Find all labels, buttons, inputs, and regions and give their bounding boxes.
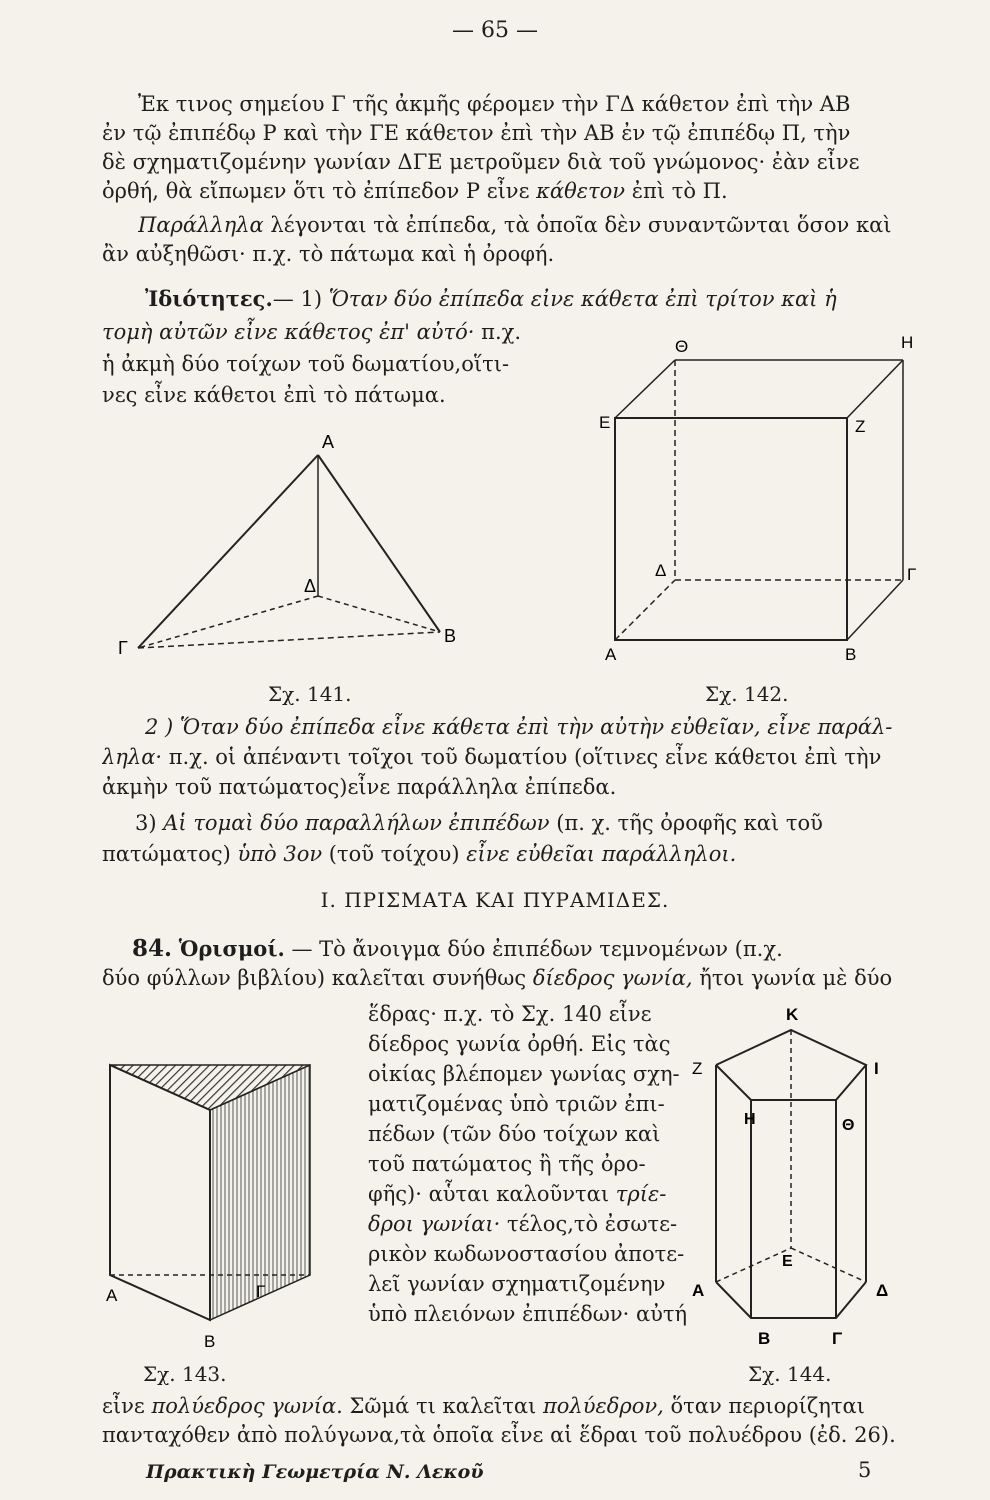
caption-fig-142: Σχ. 142.	[705, 682, 789, 706]
fig143-label-b: Β	[204, 1332, 216, 1351]
footer-title: Πρακτικὴ Γεωμετρία Ν. Λεκοῦ	[146, 1461, 484, 1483]
fig144-label-th: Θ	[842, 1117, 855, 1134]
fig144-label-z: Ζ	[692, 1059, 703, 1078]
fig141-label-b: Β	[444, 626, 457, 646]
text-line: οἰκίας βλέπομεν γωνίας σχη-	[368, 1062, 680, 1086]
properties-heading: Ἰδιότητες.	[145, 286, 273, 311]
text-line: δὲ σχηματιζομένην γωνίαν ΔΓΕ μετροῦμεν διὰ τοῦ γνώμονος· ἐὰν εἶνε	[102, 150, 860, 174]
text-line: δύο φύλλων βιβλίου) καλεῖται συνήθως δίεδρος γωνία, ἤτοι γωνία μὲ δύο	[102, 966, 893, 990]
text-line: τοῦ πατώματος ἢ τῆς ὀρο-	[368, 1152, 646, 1176]
fig142-label-d: Δ	[655, 561, 667, 580]
fig142-label-b: Β	[845, 645, 857, 664]
text-line: ἕδρας· π.χ. τὸ Σχ. 140 εἶνε	[368, 1002, 652, 1026]
fig142-label-g: Γ	[907, 565, 917, 584]
text-line: ἂν αὐξηθῶσι· π.χ. τὸ πάτωμα καὶ ἡ ὀροφή.	[102, 242, 555, 266]
definitions-heading: Ὁρισμοί.	[178, 936, 285, 961]
fig144-label-a: Α	[692, 1281, 705, 1300]
definitions-line: 84. Ὁρισμοί. — Τὸ ἄνοιγμα δύο ἐπιπέδων τεμνομένων (π.χ.	[132, 935, 783, 962]
caption-fig-144: Σχ. 144.	[748, 1362, 832, 1386]
fig144-label-k: Κ	[786, 1005, 799, 1024]
fig144-label-e: Ε	[782, 1253, 793, 1270]
fig142-label-h: Η	[901, 333, 914, 352]
text-line: νες εἶνε κάθετοι ἐπὶ τὸ πάτωμα.	[102, 383, 446, 407]
text-line: εἶνε πολύεδρος γωνία. Σῶμά τι καλεῖται πολύεδρον, ὅταν περιορίζηται	[102, 1394, 865, 1418]
text-line: 2 ) Ὅταν δύο ἐπίπεδα εἶνε κάθετα ἐπὶ τὴν αὐτὴν εὐθεῖαν, εἶνε παράλ-	[145, 715, 893, 739]
fig143-label-a: Α	[106, 1286, 118, 1305]
fig144-label-i: Ι	[874, 1059, 879, 1078]
text-line: ρικὸν κωδωνοστασίου ἀποτε-	[368, 1242, 685, 1266]
fig141-label-g: Γ	[118, 638, 128, 658]
fig142-label-z: Ζ	[855, 417, 866, 436]
text-line: πέδων (τῶν δύο τοίχων καὶ	[368, 1122, 661, 1146]
section-number: 84.	[132, 935, 173, 962]
figure-143	[100, 1055, 340, 1365]
text-line: ληλα· π.χ. οἱ ἀπέναντι τοῖχοι τοῦ δωματίου (οἵτινες εἶνε κάθετοι ἐπὶ τὴν	[102, 745, 882, 769]
fig142-label-th: Θ	[675, 337, 689, 356]
fig141-label-a: Α	[322, 432, 335, 452]
figure-142	[595, 330, 925, 670]
figure-141	[118, 430, 478, 660]
text-line: Ἐκ τινος σημείου Γ τῆς ἀκμῆς φέρομεν τὴν ΓΔ κάθετον ἐπὶ τὴν ΑΒ	[138, 92, 851, 116]
text-line: πατώματος) ὑπὸ 3ον (τοῦ τοίχου) εἶνε εὐθεῖαι παράλληλοι.	[102, 842, 737, 866]
fig143-label-g: Γ	[256, 1282, 266, 1301]
fig142-label-a: Α	[605, 645, 617, 664]
text-line: ἡ ἀκμὴ δύο τοίχων τοῦ δωματίου,οἵτι-	[102, 352, 510, 376]
fig141-label-d: Δ	[304, 576, 317, 596]
text-line: ματιζομένας ὑπὸ τριῶν ἐπι-	[368, 1092, 665, 1116]
figure-144	[676, 1000, 946, 1365]
fig144-label-d: Δ	[876, 1281, 889, 1300]
text-line: 3) Αἱ τομαὶ δύο παραλλήλων ἐπιπέδων (π. χ. τῆς ὀροφῆς καὶ τοῦ	[135, 811, 823, 835]
text-line: ἐν τῷ ἐπιπέδῳ Ρ καὶ τὴν ΓΕ κάθετον ἐπὶ τὴν ΑΒ ἐν τῷ ἐπιπέδῳ Π, τὴν	[102, 121, 851, 145]
text-line: τομὴ αὐτῶν εἶνε κάθετος ἐπ' αὐτό· π.χ.	[102, 320, 522, 344]
fig144-label-b: Β	[758, 1329, 771, 1348]
page-number: — 65 —	[452, 18, 538, 43]
caption-fig-141: Σχ. 141.	[268, 682, 352, 706]
text-line: πανταχόθεν ἀπὸ πολύγωνα,τὰ ὁποῖα εἶνε αἱ ἕδραι τοῦ πολυέδρου (ἐδ. 26).	[102, 1423, 896, 1447]
fig144-label-h: Η	[744, 1111, 756, 1128]
text-line: λεῖ γωνίαν σχηματιζομένην	[368, 1272, 666, 1296]
fig144-label-g: Γ	[832, 1329, 843, 1348]
properties-heading-line: Ἰδιότητες.— 1) Ὅταν δύο ἐπίπεδα εἰνε κάθετα ἐπὶ τρίτον καὶ ἡ	[145, 286, 837, 311]
text-line: φῆς)· αὗται καλοῦνται τρίε-	[368, 1182, 667, 1206]
text-line: ὀρθή, θὰ εἴπωμεν ὅτι τὸ ἐπίπεδον Ρ εἶνε κάθετον ἐπὶ τὸ Π.	[102, 179, 728, 203]
caption-fig-143: Σχ. 143.	[143, 1362, 227, 1386]
fig142-label-e: Ε	[599, 413, 611, 432]
text-line: ἀκμὴν τοῦ πατώματος)εἶνε παράλληλα ἐπίπεδα.	[102, 775, 617, 799]
text-line: δροι γωνίαι· τέλος,τὸ ἐσωτε-	[368, 1212, 678, 1236]
section-title: Ι. ΠΡΙΣΜΑΤΑ ΚΑΙ ΠΥΡΑΜΙΔΕΣ.	[320, 888, 670, 912]
text-line: δίεδρος γωνία ὀρθή. Εἰς τὰς	[368, 1032, 671, 1056]
text-line: Παράλληλα λέγονται τὰ ἐπίπεδα, τὰ ὁποῖα δὲν συναντῶνται ὅσον καὶ	[138, 213, 892, 237]
text-line: ὑπὸ πλειόνων ἐπιπέδων· αὐτή	[368, 1302, 688, 1326]
signature-number: 5	[858, 1458, 872, 1482]
